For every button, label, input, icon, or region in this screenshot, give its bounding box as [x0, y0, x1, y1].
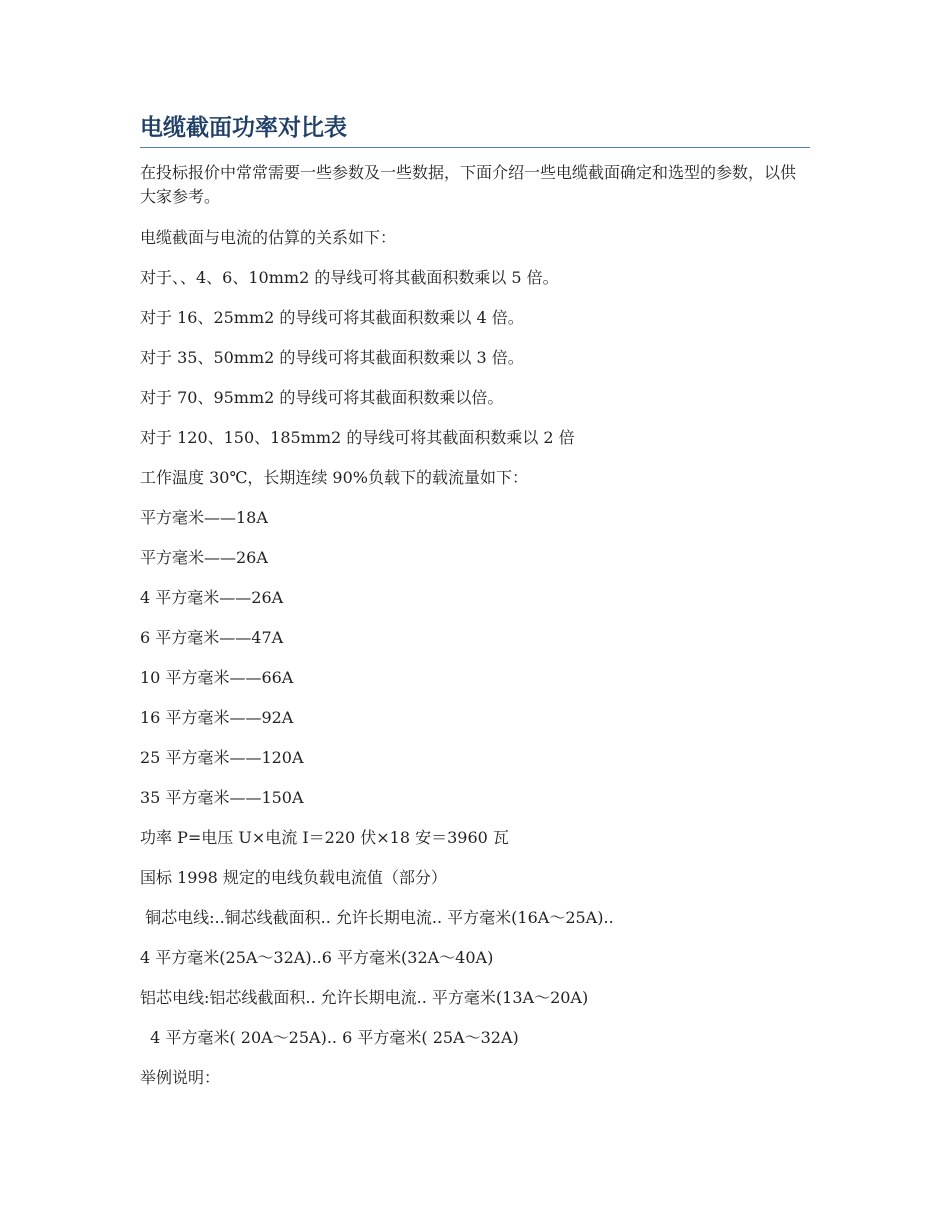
ampacity-line: 35 平方毫米——150A [140, 788, 304, 807]
paragraph-rule-small: 对于、、4、6、10mm2 的导线可将其截面积数乘以 5 倍。 [140, 268, 559, 287]
paragraph-relation: 电缆截面与电流的估算的关系如下： [140, 228, 397, 247]
intro-paragraph: 在投标报价中常常需要一些参数及一些数据，下面介绍一些电缆截面确定和选型的参数，以供大家参考。 [140, 163, 797, 206]
ampacity-line: 25 平方毫米——120A [140, 748, 304, 767]
ampacity-line: 平方毫米——18A [140, 508, 268, 527]
title-underline [140, 147, 810, 148]
paragraph-rule-35-50: 对于 35、50mm2 的导线可将其截面积数乘以 3 倍。 [140, 348, 524, 367]
document-title: 电缆截面功率对比表 [140, 114, 347, 141]
ampacity-line: 4 平方毫米——26A [140, 588, 284, 607]
paragraph-rule-16-25: 对于 16、25mm2 的导线可将其截面积数乘以 4 倍。 [140, 308, 524, 327]
copper-wire-line: 铜芯电线:..铜芯线截面积.. 允许长期电流.. 平方毫米(16A～25A).. [140, 908, 614, 927]
ampacity-line: 16 平方毫米——92A [140, 708, 294, 727]
ampacity-line: 平方毫米——26A [140, 548, 268, 567]
aluminum-wire-line: 铝芯电线:铝芯线截面积.. 允许长期电流.. 平方毫米(13A～20A) [140, 988, 589, 1007]
paragraph-operating-temp: 工作温度 30℃，长期连续 90%负载下的载流量如下： [140, 468, 528, 487]
national-standard-heading: 国标 1998 规定的电线负载电流值（部分） [140, 868, 447, 887]
aluminum-wire-line-continued: 4 平方毫米( 20A～25A).. 6 平方毫米( 25A～32A) [140, 1028, 519, 1047]
example-heading: 举例说明： [140, 1068, 221, 1087]
paragraph-rule-120-185: 对于 120、150、185mm2 的导线可将其截面积数乘以 2 倍 [140, 428, 575, 447]
ampacity-line: 10 平方毫米——66A [140, 668, 294, 687]
ampacity-line: 6 平方毫米——47A [140, 628, 284, 647]
power-formula: 功率 P=电压 U×电流 I＝220 伏×18 安＝3960 瓦 [140, 828, 509, 847]
copper-wire-line-continued: 4 平方毫米(25A～32A)..6 平方毫米(32A～40A) [140, 948, 494, 967]
paragraph-rule-70-95: 对于 70、95mm2 的导线可将其截面积数乘以倍。 [140, 388, 504, 407]
